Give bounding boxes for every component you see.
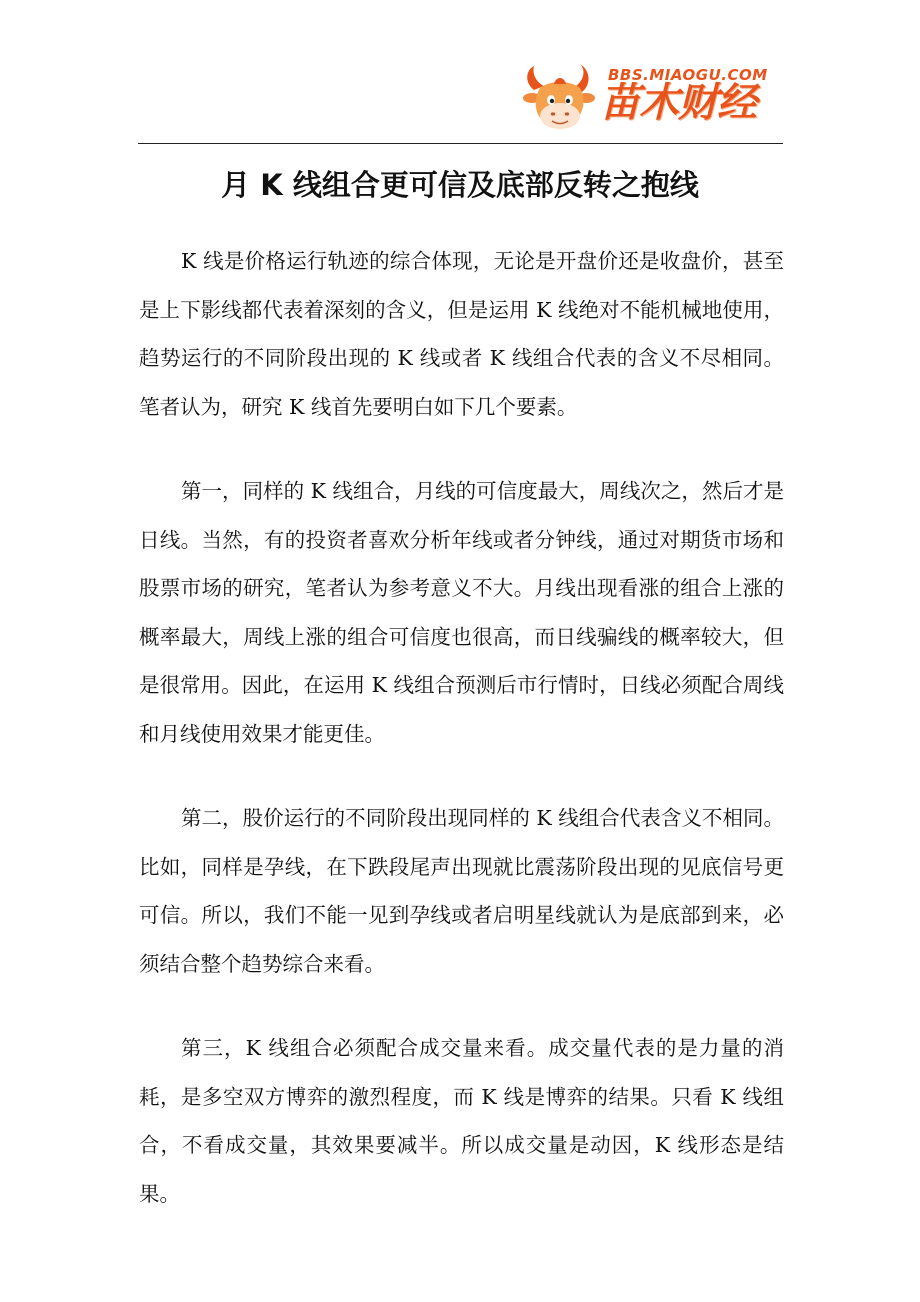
article-title: 月 K 线组合更可信及底部反转之抱线 — [221, 168, 699, 202]
paragraph-point-2: 第二，股价运行的不同阶段出现同样的 K 线组合代表含义不相同。比如，同样是孕线，在下跌段尾声出现就比震荡阶段出现的见底信号更可信。所以，我们不能一见到孕线或者启明星线就认为是底部到来，必须结合整个趋势综合来看。 — [139, 806, 784, 976]
header-divider — [138, 143, 783, 144]
logo-url-text: BBS.MIAOGU.COM — [608, 66, 768, 84]
bull-mascot-icon — [520, 64, 600, 138]
paragraph-intro: K 线是价格运行轨迹的综合体现，无论是开盘价还是收盘价，甚至是上下影线都代表着深刻的含义，但是运用 K 线绝对不能机械地使用，趋势运行的不同阶段出现的 K 线或者 K 线组合代表的含义不尽相同。笔者认为，研究 K 线首先要明白如下几个要素。 — [139, 249, 784, 419]
article-body — [139, 237, 784, 1254]
paragraph-point-3: 第三，K 线组合必须配合成交量来看。成交量代表的是力量的消耗，是多空双方博弈的激烈程度，而 K 线是博弈的结果。只看 K 线组合，不看成交量，其效果要减半。所以成交量是动因，K 线形态是结果。 — [139, 1036, 784, 1206]
paragraph-point-1: 第一，同样的 K 线组合，月线的可信度最大，周线次之，然后才是日线。当然，有的投资者喜欢分析年线或者分钟线，通过对期货市场和股票市场的研究，笔者认为参考意义不大。月线出现看涨的组合上涨的概率最大，周线上涨的组合可信度也很高，而日线骗线的概率较大，但是很常用。因此，在运用 K 线组合预测后市行情时，日线必须配合周线和月线使用效果才能更佳。 — [139, 479, 784, 746]
logo-wordmark: 苗木财经 — [600, 80, 756, 126]
site-logo[interactable] — [520, 64, 770, 138]
page-header — [0, 0, 920, 146]
